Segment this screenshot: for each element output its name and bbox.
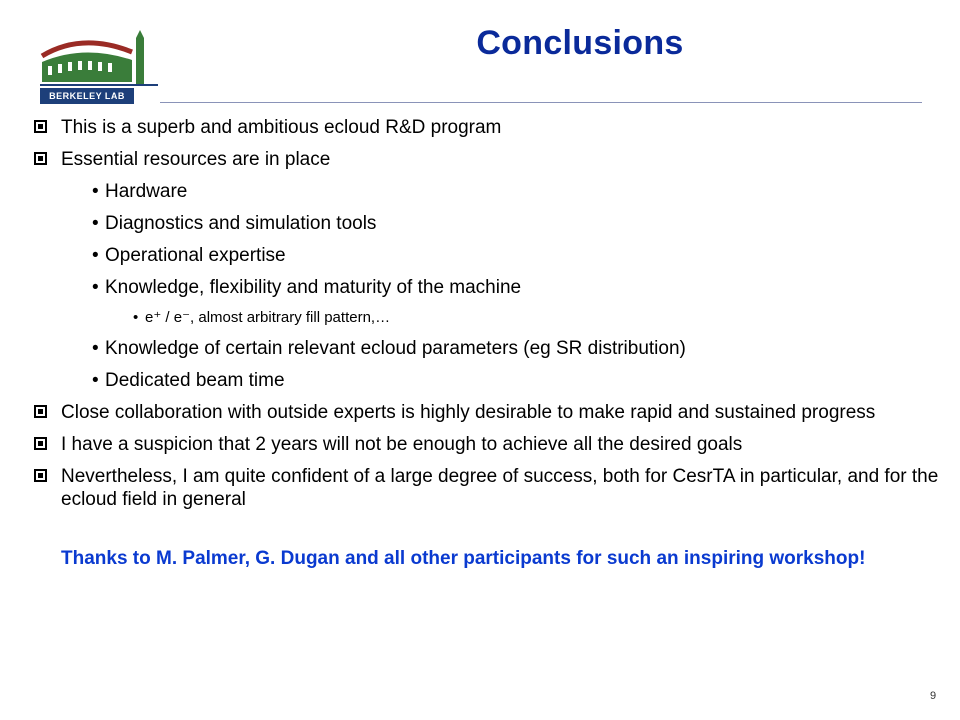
sub-bullet-item (92, 276, 954, 299)
dot-bullet-icon: • (92, 245, 99, 266)
dot-bullet-icon: • (92, 370, 99, 391)
square-bullet-icon (34, 437, 47, 450)
square-bullet-icon (34, 152, 47, 165)
bullet-text: This is a superb and ambitious ecloud R&D program (61, 117, 502, 138)
dot-bullet-icon: • (92, 213, 99, 234)
sub-sub-bullet-item (133, 308, 954, 328)
thanks-note: Thanks to M. Palmer, G. Dugan and all other participants for such an inspiring workshop! (61, 548, 866, 569)
slide-body (34, 116, 954, 571)
bullet-item (34, 401, 954, 424)
sub-bullet-text: Hardware (105, 181, 188, 202)
sub-bullet-text: Knowledge, flexibility and maturity of the machine (105, 277, 522, 298)
sub-bullet-text: Operational expertise (105, 245, 286, 266)
bullet-item (34, 116, 954, 139)
square-bullet-icon (34, 405, 47, 418)
sub-bullet-item (92, 180, 954, 203)
sub-bullet-item (92, 337, 954, 360)
bullet-item (34, 465, 954, 511)
bullet-item (34, 148, 954, 171)
logo-label: BERKELEY LAB (49, 91, 125, 101)
dot-bullet-icon: • (92, 338, 99, 359)
sub-bullet-text: Dedicated beam time (105, 370, 285, 391)
square-bullet-icon (34, 120, 47, 133)
sub-bullet-item (92, 244, 954, 267)
page-number: 9 (930, 690, 937, 702)
sub-bullet-text: Diagnostics and simulation tools (105, 213, 377, 234)
dot-bullet-icon: • (133, 309, 139, 326)
title-divider (160, 102, 922, 103)
sub-bullet-item (92, 212, 954, 235)
bullet-text: I have a suspicion that 2 years will not be enough to achieve all the desired goals (61, 434, 743, 455)
bullet-text: Essential resources are in place (61, 149, 331, 170)
bullet-text: Nevertheless, I am quite confident of a large degree of success, both for CesrTA in particular, and for the ecloud field in general (61, 466, 939, 510)
bullet-item (34, 433, 954, 456)
sub-sub-bullet-text: e⁺ / e⁻, almost arbitrary fill pattern,… (145, 309, 391, 326)
slide-title: Conclusions (476, 24, 684, 62)
sub-bullet-item (92, 369, 954, 392)
bullet-text: Close collaboration with outside experts is highly desirable to make rapid and sustained progress (61, 402, 876, 423)
dot-bullet-icon: • (92, 181, 99, 202)
sub-bullet-text: Knowledge of certain relevant ecloud parameters (eg SR distribution) (105, 338, 686, 359)
dot-bullet-icon: • (92, 277, 99, 298)
square-bullet-icon (34, 469, 47, 482)
